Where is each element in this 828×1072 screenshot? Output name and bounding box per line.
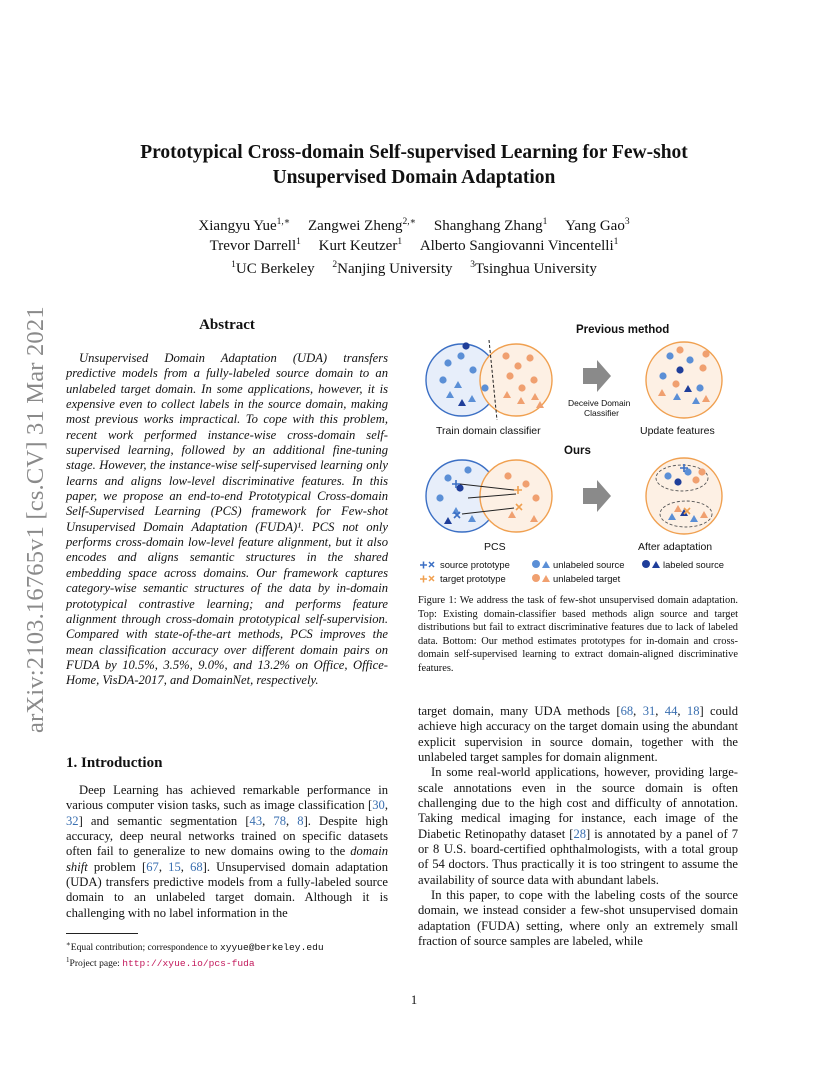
citation-link[interactable]: 68 (620, 704, 634, 718)
author-block (80, 216, 748, 279)
legend-unlabeled-target: unlabeled target (553, 573, 621, 584)
figure-label-previous-method: Previous method (576, 324, 670, 336)
abstract-heading: Abstract (199, 317, 255, 333)
figure-legend (420, 559, 724, 584)
author-row-1 (80, 216, 748, 236)
panel-train-domain-classifier (426, 340, 552, 437)
affiliation: $^3$Tsinghua University (470, 260, 597, 277)
arrow-icon (583, 360, 611, 392)
citation-link[interactable]: 8 (297, 813, 304, 828)
affiliation: $^2$Nanjing University (332, 260, 453, 277)
author: Kurt Keutzer$^1$ (318, 237, 403, 254)
author: Zangwei Zheng$^{2,∗}$ (307, 217, 417, 234)
figure-label-ours: Ours (564, 445, 591, 457)
introduction-text (66, 783, 388, 921)
legend-target-prototype: target prototype (440, 573, 506, 584)
footnote-equal-contribution: ∗Equal contribution; correspondence to xyyue@berkeley.edu (66, 940, 324, 954)
panel-pcs (426, 460, 552, 553)
panel-after-adaptation (638, 458, 722, 553)
citation-link[interactable]: 31 (642, 704, 656, 718)
citation-link[interactable]: 43 (249, 813, 263, 828)
project-page-link[interactable]: http://xyue.io/pcs-fuda (122, 958, 255, 970)
email-link[interactable]: xyyue@berkeley.edu (219, 942, 324, 954)
citation-link[interactable]: 15 (168, 859, 181, 874)
figure-label-train-domain-classifier: Train domain classifier (436, 425, 541, 437)
figure-label-after-adaptation: After adaptation (638, 541, 713, 553)
paragraph: target domain, many UDA methods [68, 31, 44, 18] could achieve high accuracy on the target domain using the abundant explicit supervision in source domain, together with the unlabeled target samples for domain alignment. (418, 704, 739, 765)
author-row-2 (80, 236, 748, 256)
citation-link[interactable]: 68 (190, 859, 203, 874)
citation-link[interactable]: 78 (273, 813, 286, 828)
footnotes (66, 938, 388, 970)
author: Alberto Sangiovanni Vincentelli$^1$ (419, 237, 619, 254)
footnote-divider (66, 933, 138, 934)
figure-caption (418, 594, 738, 676)
figure-label-deceive-domain-classifier-2: Classifier (584, 408, 619, 418)
affiliations (80, 259, 748, 279)
arxiv-watermark: arXiv:2103.16765v1 [cs.CV] 31 Mar 2021 (22, 306, 49, 734)
page-number: 1 (410, 993, 418, 1007)
panel-update-features (640, 342, 722, 437)
intro-paragraph: Deep Learning has achieved remarkable performance in various computer vision tasks, such as image classification [30, 32] and semantic segmentation [43, 78, 8]. Despite high accuracy, deep neural networks trained on specific datasets often fail to generalize to new domains owing to the domain shift problem [67, 15, 68]. Unsupervised domain adaptation (UDA) transfers predictive models from a fully-labeled source domain to an unlabeled target domain. Although it is challenging with no label information in the (66, 783, 388, 920)
right-column-text (418, 704, 738, 950)
abstract-text: Unsupervised Domain Adaptation (UDA) transfers predictive models from a fully-labeled source domain to an unlabeled target domain. In some applications, however, it is expensive even to collect labels in the source domain, making most previous works impractical. To cope with this problem, recent work performed instance-wise cross-domain self-supervised learning, followed by an additional fine-tuning stage. However, the instance-wise self-supervised learning only learns and aligns low-level discriminative features. In this paper, we propose an end-to-end Prototypical Cross-domain Self-Supervised Learning (PCS) framework for Few-shot Unsupervised Domain Adaptation (FUDA)¹. PCS not only performs cross-domain low-level feature alignment, but it also encodes and aligns semantic structures in the shared embedding space across domains. Our framework captures category-wise semantic structures of the data by in-domain prototypical contrastive learning; and performs feature alignment through cross-domain prototypical self-supervision. Compared with state-of-the-art methods, PCS improves the mean classification accuracy over different domain pairs on FUDA by 10.5%, 3.5%, 9.0%, and 13.2% on Office, Office-Home, VisDA-2017, and DomainNet, respectively. (66, 351, 388, 688)
author: Shanghang Zhang$^1$ (433, 217, 548, 234)
paper-title (80, 140, 748, 190)
figure-label-pcs: PCS (484, 541, 506, 553)
citation-link[interactable]: 30 (372, 798, 385, 813)
legend-source-prototype: source prototype (440, 559, 510, 570)
arrow-icon (583, 480, 611, 512)
author: Xiangyu Yue$^{1,∗}$ (198, 217, 291, 234)
author: Yang Gao$^3$ (565, 217, 630, 234)
paragraph: In some real-world applications, however, providing large-scale annotations even in the source domain is often challenging due to the high cost and difficulty of annotation. Taking medical imaging for instance, each image of the Diabetic Retinopathy dataset [28] is annotated by a panel of 7 or 8 U.S. board-certified ophthalmologists, with a total group of 54 doctors. Thus practically it is too stringent to assume the availability of source data with abundant labels. (418, 765, 738, 887)
figure-1 (418, 318, 738, 590)
figure-caption-text: Figure 1: We address the task of few-shot unsupervised domain adaptation. Top: Existing domain-classifier based methods align source and target distributions but fail to extract discriminative features due to lack of labeled data. Bottom: Our method estimates prototypes for in-domain and cross-domain self-supervised learning to extract domain-aligned discriminative features. (418, 595, 738, 674)
citation-link[interactable]: 32 (66, 813, 79, 828)
section-heading-introduction: 1. Introduction (66, 755, 163, 771)
legend-unlabeled-source: unlabeled source (553, 559, 625, 570)
figure-label-deceive-domain-classifier-1: Deceive Domain (568, 398, 631, 408)
citation-link[interactable]: 44 (664, 704, 678, 718)
title-line-2: Unsupervised Domain Adaptation (272, 167, 556, 188)
paragraph: In this paper, to cope with the labeling costs of the source domain, we instead consider a few-shot unsupervised domain adaptation (FUDA) setting, where only an extremely small fraction of source samples are labeled, while (418, 888, 738, 949)
affiliation: $^1$UC Berkeley (231, 260, 315, 277)
figure-label-update-features: Update features (640, 425, 715, 437)
title-line-1: Prototypical Cross-domain Self-supervised Learning for Few-shot (140, 142, 688, 163)
citation-link[interactable]: 18 (686, 704, 700, 718)
abstract (66, 351, 388, 689)
footnote-project-page: $^1$Project page: http://xyue.io/pcs-fuda (66, 956, 255, 970)
legend-labeled-source: labeled source (663, 559, 724, 570)
citation-link[interactable]: 28 (573, 826, 587, 841)
author: Trevor Darrell$^1$ (209, 237, 301, 254)
citation-link[interactable]: 67 (146, 859, 159, 874)
